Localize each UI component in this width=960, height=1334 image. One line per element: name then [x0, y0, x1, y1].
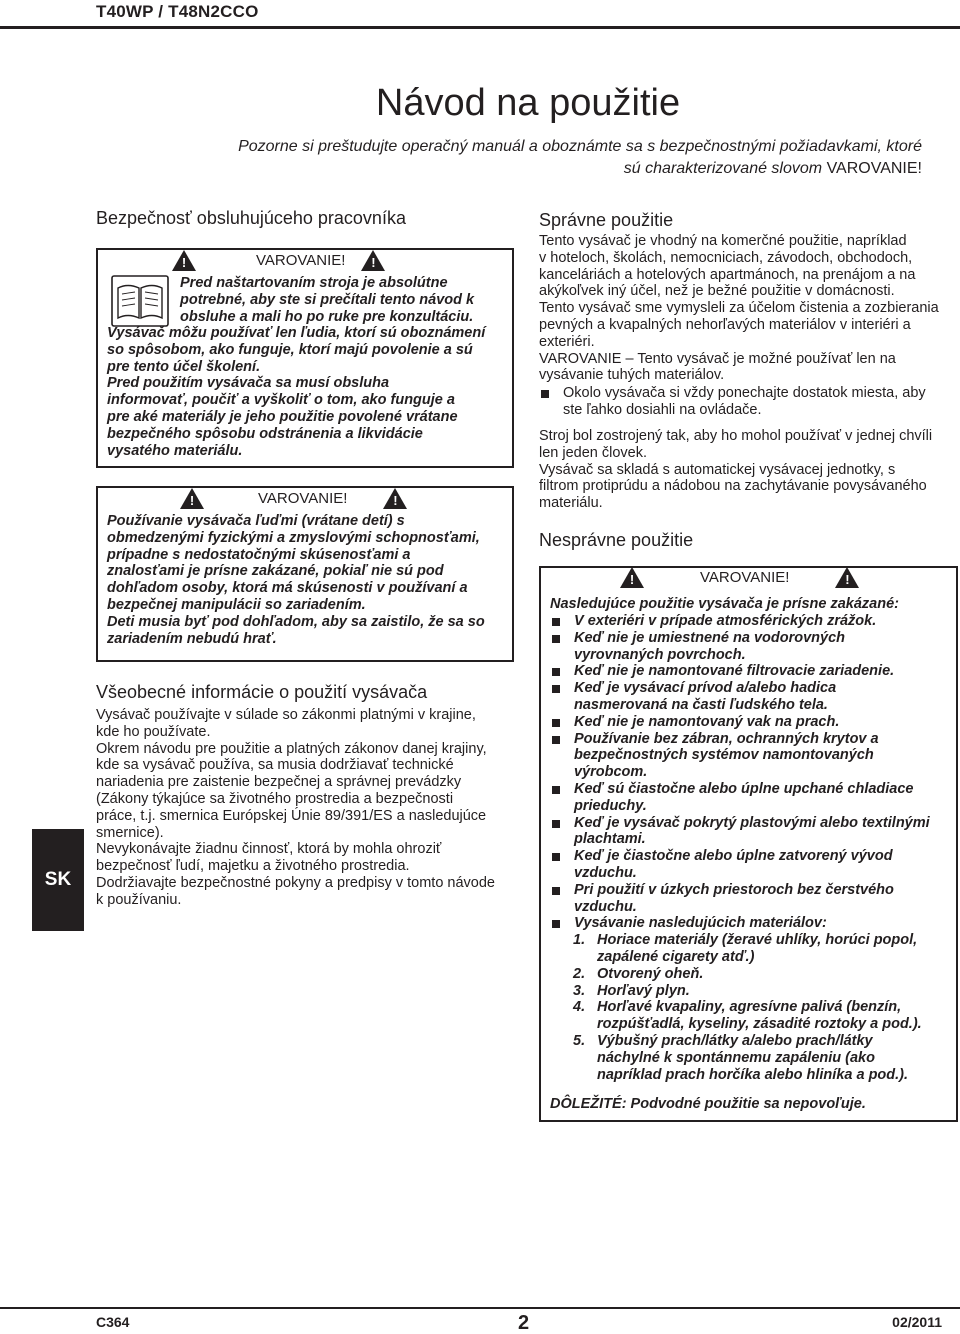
warning-header: [172, 250, 385, 271]
warning-label: VAROVANIE!: [256, 252, 346, 269]
section-heading-improper-use: Nesprávne použitie: [539, 530, 694, 550]
list-item: Keď je vysávač pokrytý plastovými alebo textilnými plachtami.: [550, 815, 955, 849]
bullet-square-icon: [552, 635, 560, 643]
intro-line-1: Pozorne si preštudujte operačný manuál a oboznámte sa s bezpečnostnými požiadavkami, ktoré: [238, 138, 922, 155]
list-item: Vysávanie nasledujúcich materiálov: 1. Horiace materiály (žeravé uhlíky, horúci popol, zapálené cigarety atď.) 2. Otvorený oheň. 3. Horľavý plyn. 4. Horľavé kvapaliny, agresívne palivá (benzín, rozpúšťadlá, kyseliny, zásadité roztoky a pod.). 5. Výbušný prach/látky a/alebo prach/látky náchylné k spontánnemu zapáleniu (ako napríklad prach horčíka alebo hliníka a pod.).: [550, 915, 955, 1083]
bullet-square-icon: [552, 887, 560, 895]
intro-text: [62, 136, 922, 180]
warning-label: VAROVANIE!: [258, 490, 348, 507]
warning-text-training: Vysávač môžu používať len ľudia, ktorí sú oboznámení so spôsobom, ako funguje, ktorí majú povolenie a sú pre tento účel školení. Pred použitím vysávača sa musí obsluha informovať, poučiť a vyškoliť o tom, ako funguje a pre aké materiály je jeho použitie povolené vrátane bezpečného spôsobu odstránenia a likvidácie vysatého materiálu.: [107, 325, 486, 459]
list-item: Keď nie je namontovaný vak na prach.: [550, 714, 955, 731]
warning-header: [180, 488, 407, 509]
warning-triangle-icon: !: [383, 488, 407, 509]
list-item: 3. Horľavý plyn.: [573, 982, 690, 999]
improper-use-intro: Nasledujúce použitie vysávača je prísne zakázané:: [550, 596, 899, 612]
list-item: Používanie bez zábran, ochranných krytov a bezpečnostných systémov namontovaných výrobcom.: [550, 731, 955, 781]
list-item: 5. Výbušný prach/látky a/alebo prach/látky náchylné k spontánnemu zapáleniu (ako napríklad prach horčíka alebo hliníka a pod.).: [573, 1032, 909, 1083]
list-item: Keď je čiastočne alebo úplne zatvorený vývod vzduchu.: [550, 848, 955, 882]
list-item: Keď nie je namontované filtrovacie zariadenie.: [550, 663, 955, 680]
list-item: 4. Horľavé kvapaliny, agresívne palivá (benzín, rozpúšťadlá, kyseliny, zásadité roztoky a pod.).: [573, 999, 922, 1033]
bullet-square-icon: [552, 853, 560, 861]
language-tab: SK: [32, 829, 84, 931]
footer-document-code: C364: [96, 1314, 130, 1330]
section-heading-general-info: Všeobecné informácie o použití vysávača: [96, 682, 428, 702]
list-item: Okolo vysávača si vždy ponechajte dostatok miesta, aby ste ľahko dosiahli na ovládače.: [539, 385, 959, 419]
section-heading-operator-safety: Bezpečnosť obsluhujúceho pracovníka: [96, 208, 406, 228]
section-heading-proper-use: Správne použitie: [539, 210, 674, 230]
bullet-square-icon: [552, 786, 560, 794]
manual-book-icon: [110, 274, 170, 328]
list-item: 1. Horiace materiály (žeravé uhlíky, horúci popol, zapálené cigarety atď.): [573, 932, 918, 965]
document-model: T40WP / T48N2CCO: [96, 2, 259, 21]
proper-use-bullets: [539, 385, 959, 419]
footer-rule: [0, 1307, 960, 1309]
list-item: Pri použití v úzkych priestoroch bez čerstvého vzduchu.: [550, 882, 955, 916]
forbidden-materials-list: [550, 932, 955, 1083]
bullet-square-icon: [552, 668, 560, 676]
warning-label: VAROVANIE!: [700, 569, 790, 586]
warning-text-persons: Používanie vysávača ľuďmi (vrátane detí) s obmedzenými fyzickými a zmyslovými schopnosťami, prípadne s nedostatočnými skúsenosťami a znalosťami je prísne zakázané, pokiaľ nie sú pod dohľadom osoby, ktorá má skúsenosti v používaní a bezpečnej manipulácii so zariadením. Deti musia byť pod dohľadom, aby sa zaistilo, že sa so zariadením nebudú hrať.: [107, 513, 485, 647]
list-item: V exteriéri v prípade atmosférických zrážok.: [550, 613, 955, 630]
warning-triangle-icon: !: [835, 567, 859, 588]
proper-use-text: Tento vysávač je vhodný na komerčné použitie, napríklad v hoteloch, školách, nemocniciach, závodoch, obchodoch, kanceláriách a hotelových apartmánoch, na prenájom a na akýkoľvek iný účel, než je bežné použitie v domácnosti. Tento vysávač sme vymysleli za účelom čistenia a zozbierania pevných a kvapalných nehorľavých materiálov v interiéri a exteriéri. VAROVANIE – Tento vysávač je možné používať len na vysávanie tuhých materiálov.: [539, 233, 939, 384]
proper-use-text-2: Stroj bol zostrojený tak, aby ho mohol používať v jednej chvíli len jeden človek. Vysávač sa skladá s automatickej vysávacej jednotky, s filtrom protiprúdu a nádobou na zachytávanie povysávaného materiálu.: [539, 428, 933, 512]
warning-triangle-icon: !: [361, 250, 385, 271]
list-item: Keď sú čiastočne alebo úplne upchané chladiace prieduchy.: [550, 781, 955, 815]
improper-use-bullets: [550, 613, 955, 1083]
warning-header: [620, 567, 859, 588]
important-note: DÔLEŽITÉ: Podvodné použitie sa nepovoľuje.: [550, 1096, 866, 1112]
warning-triangle-icon: !: [180, 488, 204, 509]
warning-triangle-icon: !: [620, 567, 644, 588]
general-info-text: Vysávač používajte v súlade so zákonmi platnými v krajine, kde ho používate. Okrem návodu pre použitie a platných zákonov danej krajiny, kde sa vysávač používa, sa musia dodržiavať technické nariadenia pre zaistenie bezpečnej a správnej prevádzky (Zákony týkajúce sa životného prostredia a bezpečnosti práce, t.j. smernica Európskej Únie 89/391/ES a nasledujúce smernice). Nevykonávajte žiadnu činnosť, ktorá by mohla ohroziť bezpečnosť ľudí, majetku a životného prostredia. Dodržiavajte bezpečnostné pokyny a predpisy v tomto návode k používaniu.: [96, 707, 495, 908]
bullet-square-icon: [552, 719, 560, 727]
bullet-square-icon: [552, 618, 560, 626]
page-title: Návod na použitie: [375, 82, 681, 124]
bullet-square-icon: [552, 736, 560, 744]
bullet-square-icon: [552, 920, 560, 928]
bullet-square-icon: [552, 685, 560, 693]
list-item: Keď nie je umiestnené na vodorovných vyrovnaných povrchoch.: [550, 630, 955, 664]
header-rule: [0, 26, 960, 29]
footer-date: 02/2011: [892, 1314, 942, 1330]
warning-triangle-icon: !: [172, 250, 196, 271]
bullet-square-icon: [541, 390, 549, 398]
warning-text-manual: Pred naštartovaním stroja je absolútne potrebné, aby ste si prečítali tento návod k obsluhe a mali ho po ruke pre konzultáciu.: [180, 275, 475, 325]
list-item: 2. Otvorený oheň.: [573, 965, 704, 982]
bullet-square-icon: [552, 820, 560, 828]
intro-line-2: sú charakterizované slovom VAROVANIE!: [623, 160, 922, 177]
list-item: Keď je vysávací prívod a/alebo hadica nasmerovaná na časti ľudského tela.: [550, 680, 955, 714]
page-number: 2: [518, 1312, 530, 1334]
intro-keyword: VAROVANIE!: [826, 160, 922, 177]
